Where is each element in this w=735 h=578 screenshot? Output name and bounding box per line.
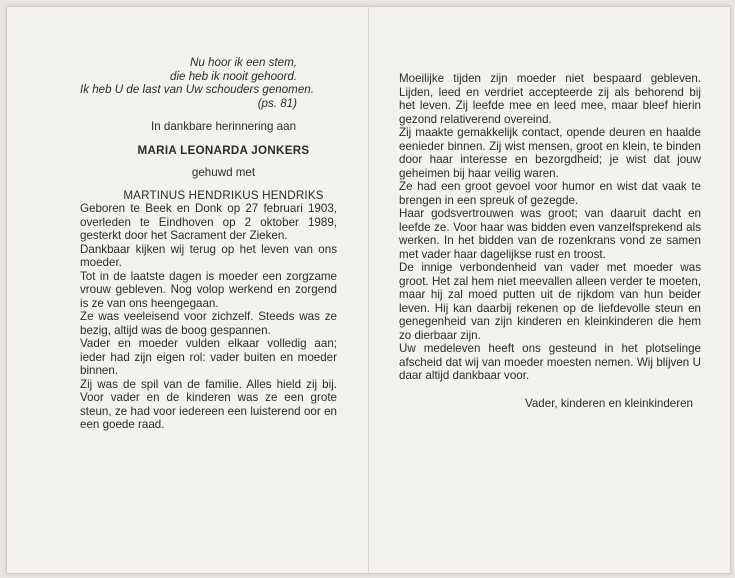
paragraph: Tot in de laatste dagen is moeder een zorgzame vrouw gebleven. Nog volop werkend en zorgend is ze van ons heengegaan. [80, 269, 337, 310]
poem-line: Ik heb U de last van Uw schouders genomen. [80, 83, 314, 96]
paragraph: Zij maakte gemakkelijk contact, opende deuren en haalde eenieder binnen. Zij wist mensen, groot en klein, te binden door haar interesse en bezorgdheid; je wist dat jouw geheimen bij haar veilig waren. [399, 126, 701, 180]
paragraph: Ze was veeleisend voor zichzelf. Steeds was ze bezig, altijd was de boog gespannen. [80, 310, 337, 337]
paragraph: Ze had een groot gevoel voor humor en wist dat vaak te brengen in een spreuk of gezegde. [399, 180, 701, 207]
paragraph: Dankbaar kijken wij terug op het leven van ons moeder. [80, 242, 337, 269]
paragraph: Vader en moeder vulden elkaar volledig aan; ieder had zijn eigen rol: vader buiten en moeder binnen. [80, 337, 337, 377]
paragraph: Moeilijke tijden zijn moeder niet bespaard gebleven. Lijden, leed en verdriet accepteerde zij als behorend bij het leven. Zij leefde mee en leed mee, maar bleef hierin gezond relativerend overeind. [399, 72, 701, 126]
psalm-quote [80, 56, 314, 110]
poem-line: die heb ik nooit gehoord. [170, 69, 297, 83]
spouse-name: MARTINUS HENDRIKUS HENDRIKS [123, 188, 324, 202]
deceased-name: MARIA LEONARDA JONKERS [137, 143, 310, 157]
paragraph: De innige verbondenheid van vader met moeder was groot. Het zal hem niet meevallen alleen verder te moeten, maar hij zal moed putten uit de rijkdom van hun beider leven. Hij kan daarbij rekenen op de liefdevolle steun en genegenheid van zijn kinderen en kleinkinderen die hem zo dierbaar zijn. [399, 261, 701, 342]
married-label: gehuwd met [191, 166, 256, 179]
signature: Vader, kinderen en kleinkinderen [524, 396, 693, 410]
poem-line: Nu hoor ik een stem, [190, 56, 297, 69]
thanks-text: Uw medeleven heeft ons gesteund in het plotselinge afscheid dat wij van moeder moesten nemen. Wij blijven U daar altijd dankbaar voor. [399, 342, 701, 382]
in-memory-text: In dankbare herinnering aan [150, 120, 297, 133]
birth-death-text: Geboren te Beek en Donk op 27 februari 1903, overleden te Eindhoven op 2 oktober 1989, gesterkt door het Sacrament der Zieken. [80, 202, 337, 242]
poem-reference: (ps. 81) [257, 96, 297, 110]
right-page [399, 72, 701, 410]
paragraph: Zij was de spil van de familie. Alles hield zij bij. Voor vader en de kinderen was ze een grote steun, ze had voor iedereen een luisterend oor en een goede raad. [80, 377, 337, 431]
paragraph: Haar godsvertrouwen was groot; van daaruit dacht en leefde ze. Voor haar was bidden even vanzelfsprekend als werken. In het bidden van de rozenkrans vond ze samen met vader haar dagelijkse rust en troost. [399, 207, 701, 261]
left-page [80, 56, 337, 432]
card-fold-line [368, 6, 369, 572]
